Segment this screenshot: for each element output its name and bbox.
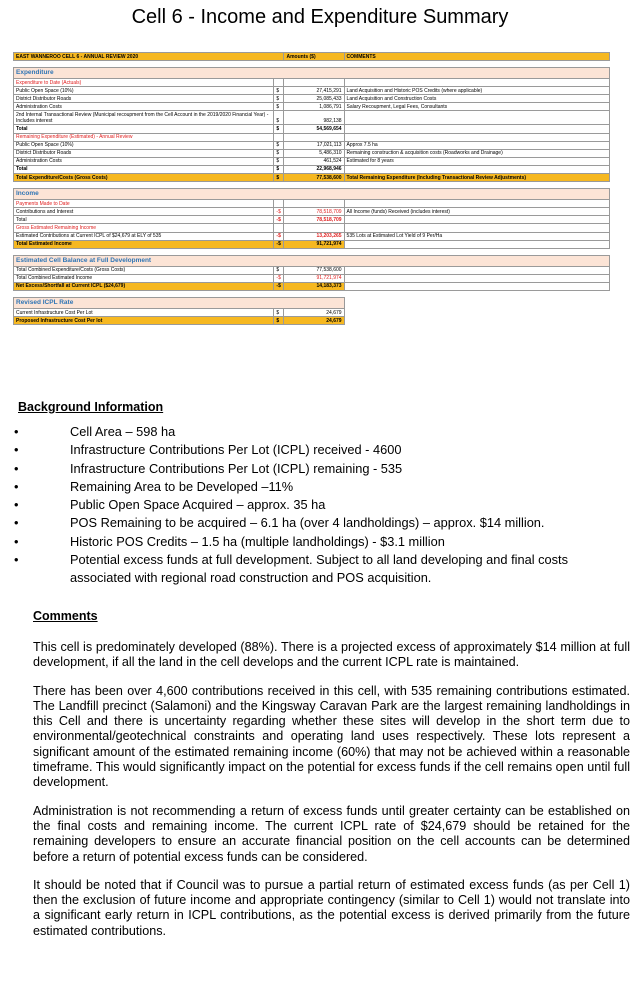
grand-total-row: Net Excess/Shortfall at Current ICPL ($24,679) -$ 14,183,373 [14,282,610,290]
background-heading: Background Information [18,400,164,414]
expenditure-section: Expenditure [14,68,610,79]
table-row: Current Infrastructure Cost Per Lot $ 24,679 [14,308,610,316]
table-row: Total Combined Expenditure/Costs (Gross Costs) $ 77,538,600 [14,266,610,274]
table-row: District Distributor Roads $ 5,486,310 Remaining construction & acquisition costs (Roadworks and Drainage) [14,149,610,157]
list-item: • Potential excess funds at full development. Subject to all land developing and final costs associated with regional road construction and POS acquisition. [14,552,568,586]
section-subtitle: Remaining Expenditure (Estimated) - Annual Review [14,133,274,141]
section-subtitle: Expenditure to Date (Actuals) [14,79,274,87]
grand-total-row: Total Estimated Income -$ 91,721,974 [14,240,610,248]
header-amounts: Amounts ($) [284,53,344,61]
list-item: • Historic POS Credits – 1.5 ha (multiple landholdings) - $3.1 million [14,533,445,549]
background-list [14,423,614,588]
table-row: Public Open Space (10%) $ 27,415,291 Land Acquisition and Historic POS Credits (where applicable) [14,87,610,95]
balance-section: Estimated Cell Balance at Full Development [14,255,610,266]
comment-paragraph: This cell is predominately developed (88%). There is a projected excess of approximately $14 million at full development, if all the land in the cell develops and the current ICPL rate is maintained. [33,640,630,670]
section-subtitle: Gross Estimated Remaining Income [14,224,274,232]
comments-body [33,640,630,952]
header-label: EAST WANNEROO CELL 6 - ANNUAL REVIEW 2020 [14,53,284,61]
table-row: Total Combined Estimated Income -$ 91,721,974 [14,274,610,282]
list-item: • Infrastructure Contributions Per Lot (ICPL) received - 4600 [14,442,402,458]
table-row: Administration Costs $ 461,524 Estimated for 8 years [14,157,610,165]
income-section: Income [14,189,610,200]
grand-total-row: Proposed Infrastructure Cost Per lot $ 24,679 [14,317,610,325]
table-header-row [14,53,610,61]
list-item: • POS Remaining to be acquired – 6.1 ha (over 4 landholdings) – approx. $14 million. [14,515,545,531]
cell-6-summary-table [13,52,610,325]
table-row: 2nd Internal Transactional Review (Municipal recoupment from the Cell Account in the 2019/2020 Financial Year) - Includes interest $ 982,138 [14,111,610,125]
section-subtitle: Payments Made to Date [14,200,274,208]
grand-total-row: Total Expenditure/Costs (Gross Costs) $ 77,538,600 Total Remaining Expenditure (Including Transactional Review Adjustments) [14,174,610,182]
total-row: Total $ 22,968,946 [14,165,610,173]
table-row: Estimated Contributions at Current ICPL of $24,679 at ELY of 535 -$ 13,203,265 535 Lots at Estimated Lot Yield of 9 Per/Ha [14,232,610,240]
table-row: Public Open Space (10%) $ 17,021,113 Approx 7.5 ha [14,141,610,149]
table-row: Administration Costs $ 1,086,791 Salary Recoupment, Legal Fees, Consultants [14,103,610,111]
list-item: • Public Open Space Acquired – approx. 35 ha [14,497,326,513]
comment-paragraph: Administration is not recommending a return of excess funds until greater certainty can be established on the final costs and remaining income. The current ICPL rate of $24,679 should be retained for the remaining developers to ensure an accurate financial position on the cell accounts can be determined before a return of potential excess funds can be considered. [33,803,630,864]
comment-paragraph: It should be noted that if Council was to pursue a partial return of estimated excess funds (as per Cell 1) then the exclusion of future income and appropriate contingency (similar to Cell 1) would not translate into a significant early return in ICPL contributions, as the potential excess is derived primarily from the future estimated contributions. [33,877,630,938]
comment-paragraph: There has been over 4,600 contributions received in this cell, with 535 remaining contributions estimated. The Landfill precinct (Salamoni) and the Kingsway Caravan Park are the largest remaining landholdings in this Cell and there is uncertainty regarding whether these sites will develop in the short term due to environmental/geotechnical constraints and operating land uses respectively. These lots represent a significant amount of the estimated remaining income (60%) that may not be achieved within a reasonable timeframe. This would significantly impact on the potential for excess funds if the cell remains open until full development. [33,683,630,790]
page-title: Cell 6 - Income and Expenditure Summary [131,6,509,28]
comments-heading: Comments [33,609,98,623]
list-item: • Cell Area – 598 ha [14,424,176,439]
list-item: • Infrastructure Contributions Per Lot (ICPL) remaining - 535 [14,460,403,476]
icpl-section: Revised ICPL Rate [14,297,610,308]
total-row: Total -$ 78,518,709 [14,216,610,224]
table-row: Contributions and Interest -$ 78,518,709 All Income (funds) Received (includes interest) [14,208,610,216]
table-row: District Distributor Roads $ 25,085,433 Land Acquisition and Construction Costs [14,95,610,103]
list-item: • Remaining Area to be Developed –11% [14,478,294,494]
total-row: Total $ 54,569,654 [14,125,610,133]
header-comments: COMMENTS [344,53,609,61]
